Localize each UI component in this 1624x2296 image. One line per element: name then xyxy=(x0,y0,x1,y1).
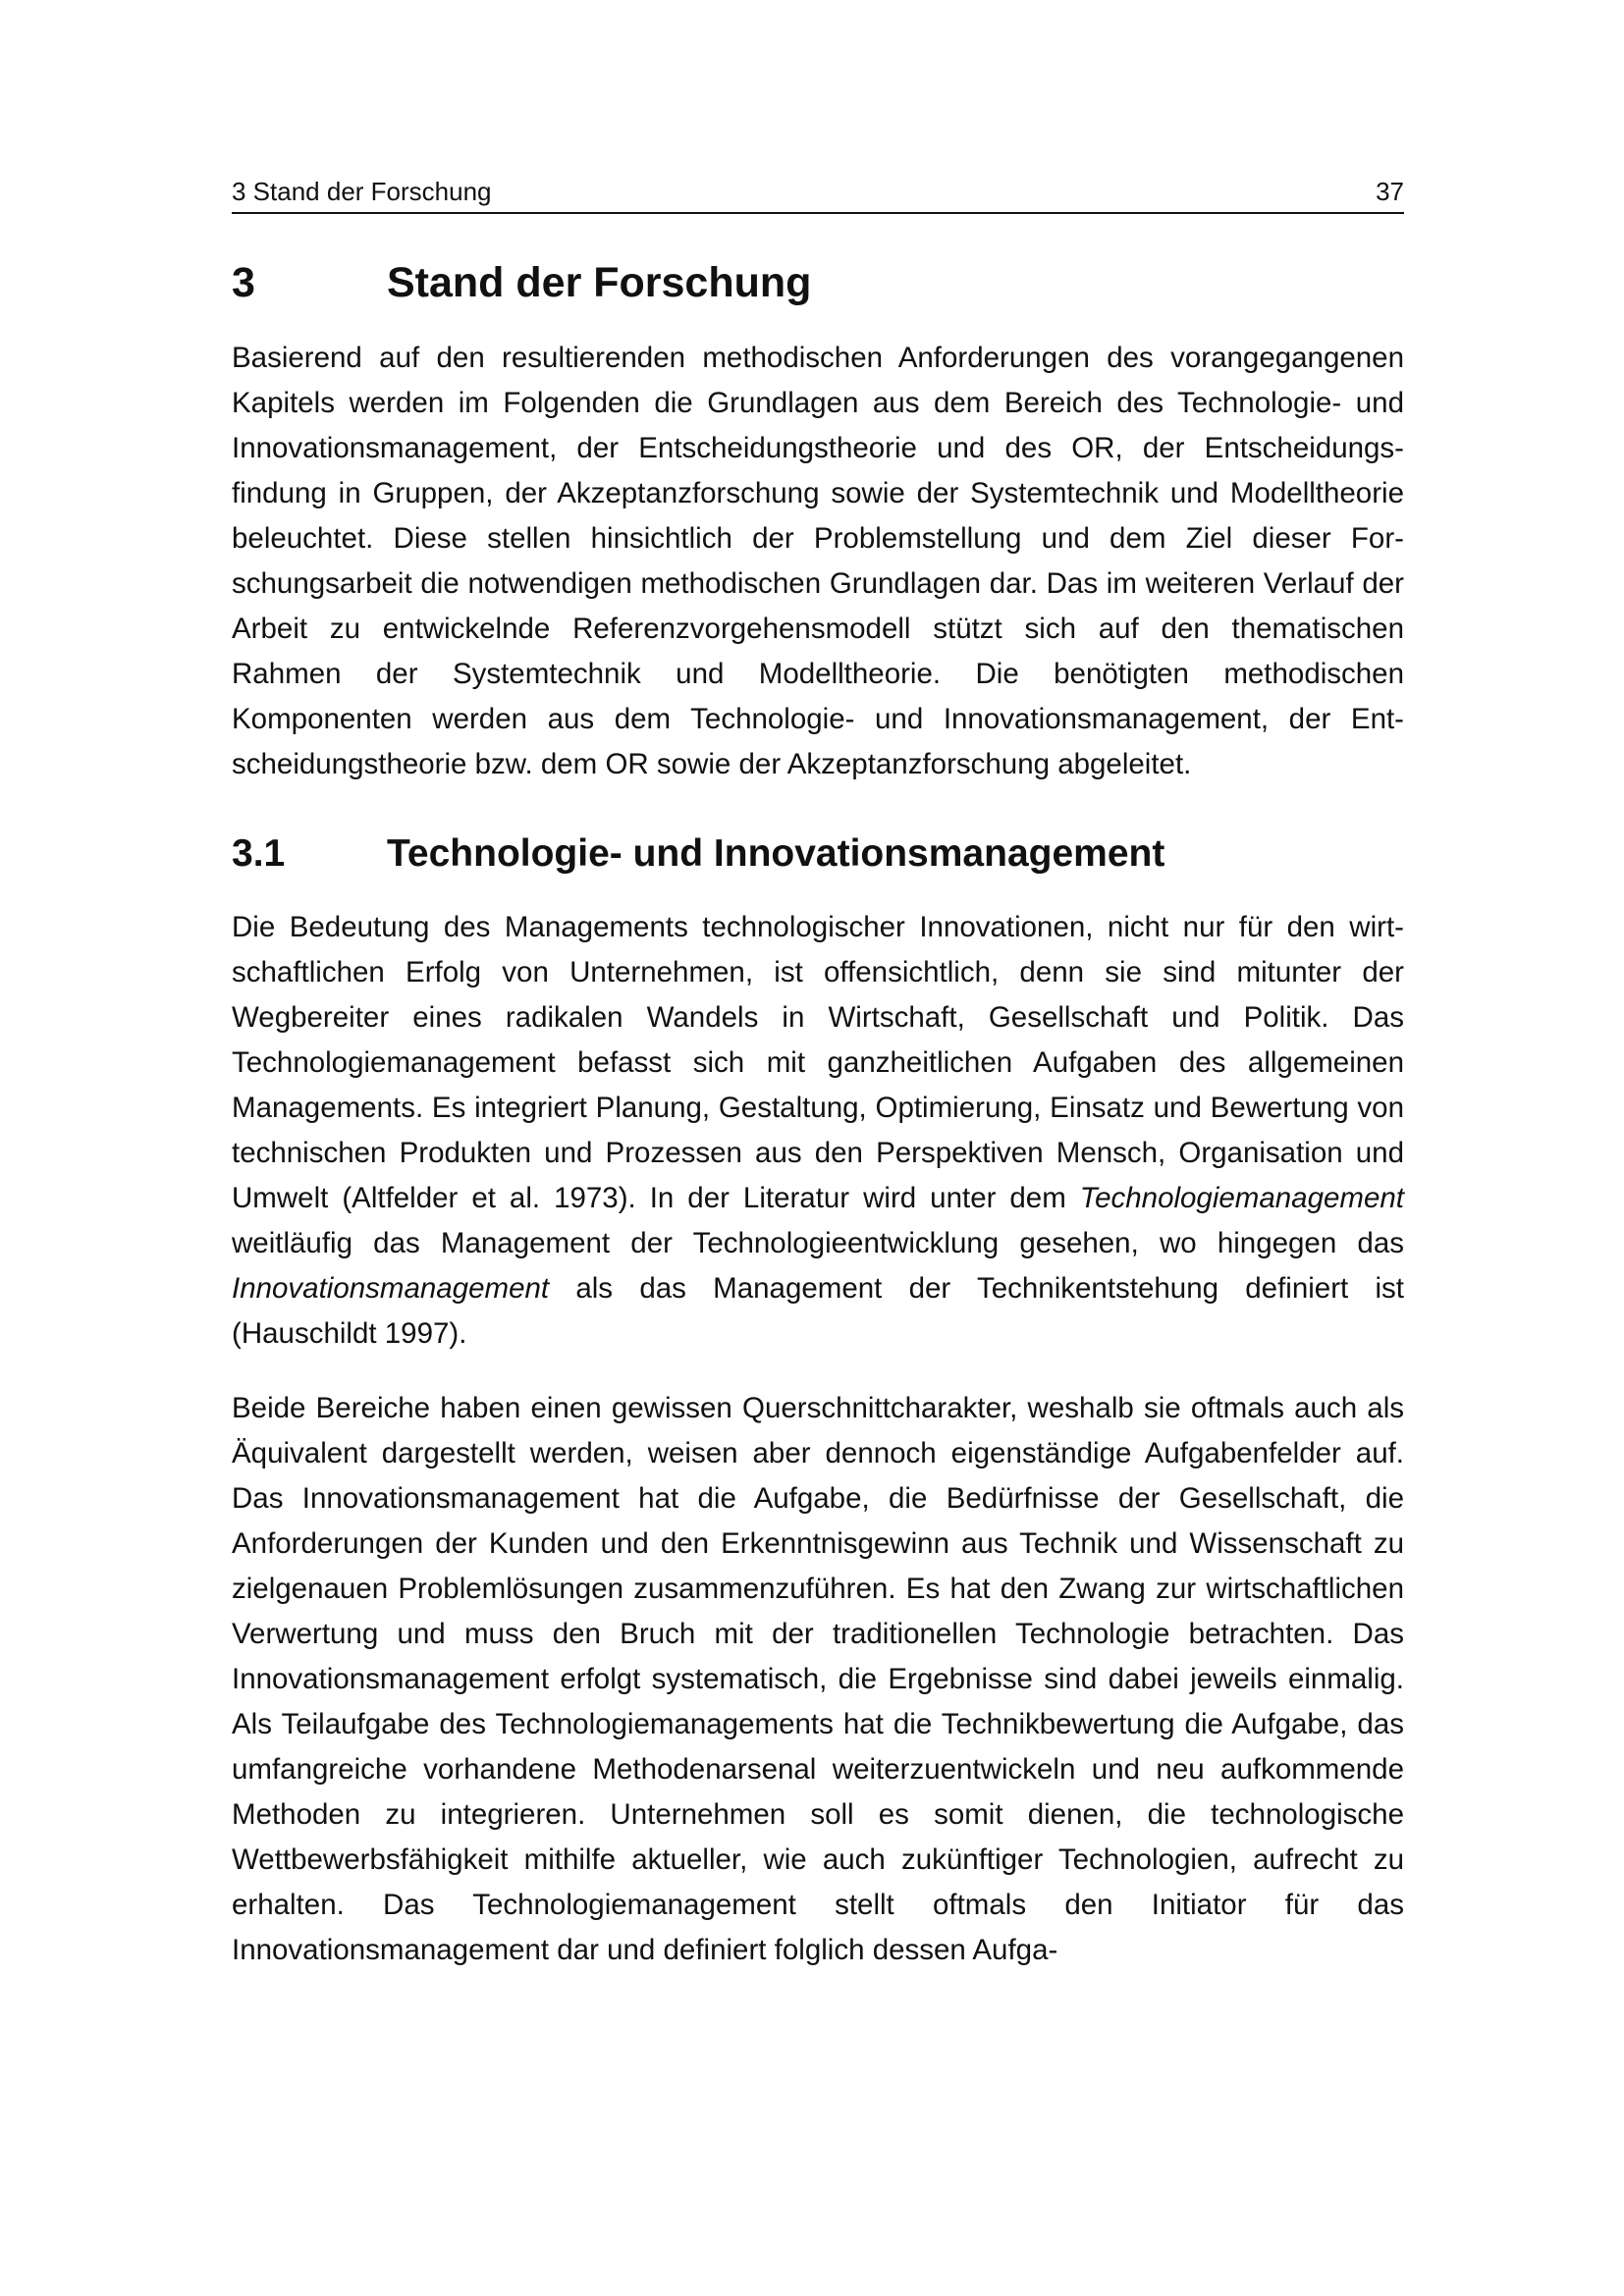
section-paragraph-2: Beide Bereiche haben einen gewissen Querschnittcharakter, weshalb sie oftmals auch als Äquivalent dargestellt werden, weisen aber dennoch eigenständige Aufgabenfelder auf. Das Innovationsmanagement hat die Aufgabe, die Bedürfnisse der Gesellschaft, die Anforderungen der Kunden und den Erkenntnisgewinn aus Technik und Wissenschaft zu zielgenauen Problemlösungen zusammenzuführen. Es hat den Zwang zur wirtschaftlichen Verwertung und muss den Bruch mit der traditionellen Technologie betrachten. Das Innovationsmanagement erfolgt systematisch, die Ergebnisse sind dabei jeweils einmalig. Als Teilaufgabe des Technologiemanagements hat die Technikbewertung die Aufgabe, das umfangreiche vorhandene Methodenarsenal weiterzuentwickeln und neu aufkommende Methoden zu integrieren. Unternehmen soll es somit dienen, die technologische Wettbewerbsfähigkeit mithilfe aktueller, wie auch zukünftiger Technologien, aufrecht zu erhalten. Das Technologiemanagement stellt oftmals den Initiator für das Innovationsmanagement dar und definiert folglich dessen Aufga- xyxy=(232,1392,1404,1966)
section-number: 3.1 xyxy=(232,832,286,875)
section-heading xyxy=(232,830,1404,878)
italic-term-innovationsmanagement: Innovationsmanagement xyxy=(232,1272,550,1305)
section-title: Technologie- und Innovationsmanagement xyxy=(387,832,1165,875)
chapter-title: Stand der Forschung xyxy=(387,259,812,306)
italic-term-technologiemanagement: Technologiemanagement xyxy=(1079,1182,1404,1214)
section-paragraph-1 xyxy=(232,905,1404,1357)
running-title: 3 Stand der Forschung xyxy=(232,177,492,206)
chapter-heading xyxy=(232,257,1404,308)
document-page xyxy=(232,175,1404,2002)
chapter-intro-paragraph: Basierend auf den resultierenden methodischen Anforderungen des vorangegangenen Kapitels werden im Folgenden die Grundlagen aus dem Bereich des Technologie- und Innovationsmanagement, der Entscheidungstheorie und des OR, der Entscheidungsfindung in Gruppen, der Akzeptanzforschung sowie der Systemtechnik und Modelltheorie beleuchtet. Diese stellen hinsichtlich der Problemstellung und dem Ziel dieser Forschungsarbeit die notwendigen methodischen Grundlagen dar. Das im weiteren Verlauf der Arbeit zu entwickelnde Referenzvorgehensmodell stützt sich auf den thematischen Rahmen der Systemtechnik und Modelltheorie. Die benötigten methodischen Komponenten werden aus dem Technologie- und Innovationsmanagement, der Entscheidungstheorie bzw. dem OR sowie der Akzeptanzforschung abgeleitet. xyxy=(232,342,1404,780)
running-header xyxy=(232,175,1404,214)
chapter-number: 3 xyxy=(232,259,255,306)
paragraph-text: als das Management der Technikentstehung definiert ist (Hauschildt 1997). xyxy=(232,1272,1404,1350)
page-number: 37 xyxy=(1376,177,1404,206)
paragraph-text: Die Bedeutung des Managements technologischer Innovationen, nicht nur für den wirtschaftlichen Erfolg von Unternehmen, ist offensichtlich, denn sie sind mitunter der Wegbereiter eines radikalen Wandels in Wirtschaft, Gesellschaft und Politik. Das Technologiemanagement befasst sich mit ganzheitlichen Aufgaben des allgemeinen Managements. Es integriert Planung, Gestaltung, Optimierung, Einsatz und Bewertung von technischen Produkten und Prozessen aus den Perspektiven Mensch, Organisation und Umwelt (Altfelder et al. 1973). In der Literatur wird unter dem xyxy=(232,911,1404,1214)
paragraph-text: weitläufig das Management der Technologieentwicklung gesehen, wo hingegen das xyxy=(232,1227,1404,1259)
